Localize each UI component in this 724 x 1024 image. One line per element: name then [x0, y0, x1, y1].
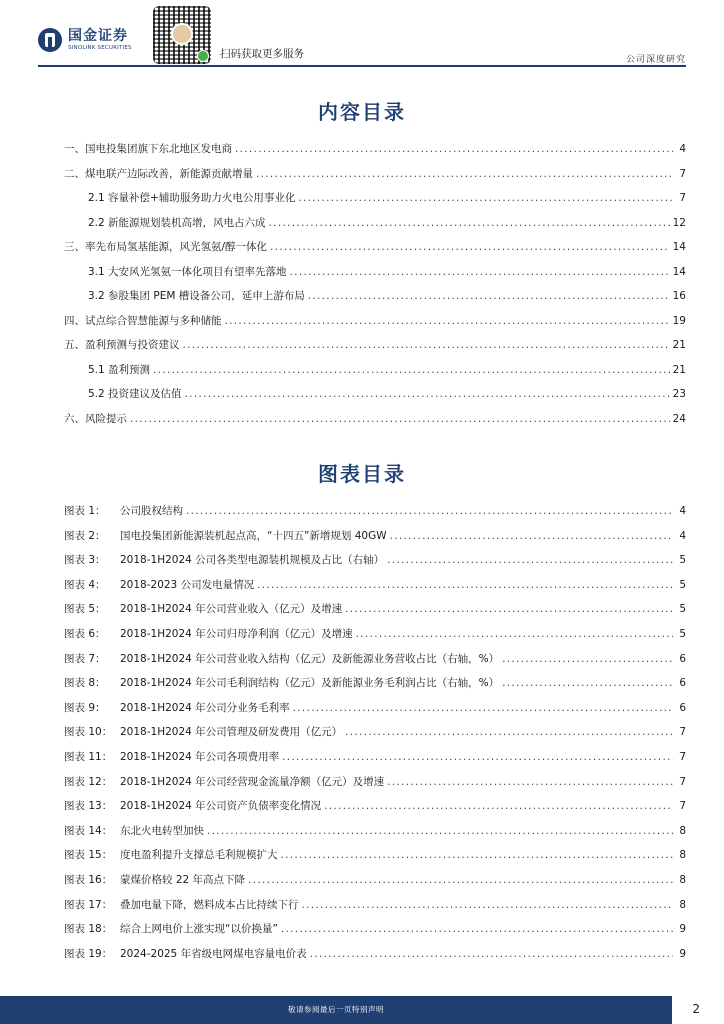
figure-entry-page[interactable]: 9: [679, 923, 686, 936]
dot-leader: [225, 315, 670, 327]
toc-entry-page[interactable]: 21: [672, 363, 686, 376]
dot-leader: [248, 874, 673, 886]
figure-entry[interactable]: [64, 897, 686, 922]
figure-entry[interactable]: [64, 872, 686, 897]
figure-entry-title[interactable]: [64, 552, 384, 567]
toc-entry[interactable]: [64, 166, 686, 191]
toc-entry-page[interactable]: 23: [672, 388, 686, 400]
figure-entry-text[interactable]: 2018-1H2024 年公司营业收入（亿元）及增速: [120, 603, 343, 616]
figure-entry-text[interactable]: 2018-1H2024 年公司归母净利润（亿元）及增速: [120, 627, 353, 640]
figure-entry[interactable]: [64, 847, 686, 872]
figure-entry-label: 图表 12：: [64, 775, 113, 788]
toc-entry-text[interactable]: 3.1 大安风光氢氨一体化项目有望率先落地: [88, 265, 287, 278]
figure-entry-label: 图表 4：: [64, 578, 106, 591]
sinolink-logo-icon: [38, 28, 62, 52]
figure-entry-title[interactable]: [64, 897, 299, 912]
figure-entry-label: 图表 6：: [64, 627, 106, 640]
figure-entry-label: 图表 2：: [64, 529, 106, 542]
figure-entry-label: 图表 18：: [64, 923, 113, 936]
figure-entry-title[interactable]: [64, 700, 290, 715]
dot-leader: [207, 825, 673, 837]
figure-entry[interactable]: [64, 700, 686, 725]
figure-entry-title[interactable]: [64, 577, 254, 592]
figure-entry-title[interactable]: [64, 847, 278, 862]
figure-entry-page[interactable]: 9: [679, 947, 686, 960]
toc-title: 内容目录: [318, 100, 406, 124]
figure-entry-label: 图表 16：: [64, 873, 113, 886]
toc-entry-page[interactable]: 14: [672, 241, 686, 253]
dot-leader: [185, 388, 670, 400]
figure-entry-text[interactable]: 东北火电转型加快: [120, 824, 204, 837]
figure-entry[interactable]: [64, 675, 686, 700]
dot-leader: [153, 364, 670, 376]
figure-entry[interactable]: [64, 724, 686, 749]
toc-entry-text[interactable]: 四、试点综合智慧能源与多种储能: [64, 314, 222, 327]
figure-entry[interactable]: [64, 577, 686, 602]
dot-leader: [281, 849, 674, 861]
toc-entry[interactable]: [64, 141, 686, 166]
toc-entry-page[interactable]: 14: [672, 265, 686, 278]
dot-leader: [298, 192, 673, 204]
toc-entry-text[interactable]: 六、风险提示: [64, 412, 127, 425]
figure-entry[interactable]: [64, 503, 686, 528]
toc-entry[interactable]: [64, 190, 686, 215]
figure-entry-text[interactable]: 2018-1H2024 年公司各项费用率: [120, 750, 280, 763]
figure-entry-title[interactable]: [64, 921, 278, 936]
figure-entry-label: 图表 7：: [64, 652, 106, 665]
figure-entry-text[interactable]: 2018-1H2024 公司各类型电源装机规模及占比（右轴）: [120, 554, 385, 567]
figure-entry-label: 图表 11：: [64, 750, 113, 763]
figure-entry[interactable]: [64, 774, 686, 799]
dot-leader: [282, 751, 673, 763]
qr-caption: 扫码获取更多服务: [220, 48, 304, 60]
figure-entry-title[interactable]: [64, 528, 387, 543]
dot-leader: [257, 579, 673, 591]
toc-entry-page[interactable]: 4: [679, 143, 686, 155]
wechat-badge-icon: [197, 50, 209, 62]
figure-entry-title[interactable]: [64, 601, 342, 616]
toc-entry[interactable]: [64, 362, 686, 387]
figure-entry-label: 图表 17：: [64, 898, 113, 911]
toc-entry-page[interactable]: 7: [679, 192, 686, 204]
brand-name-en: SINOLINK SECURITIES: [68, 45, 132, 51]
figure-entry-page[interactable]: 8: [679, 898, 686, 911]
dot-leader: [130, 413, 670, 425]
dot-leader: [270, 241, 670, 253]
dot-leader: [186, 505, 673, 517]
header-divider: [38, 65, 686, 67]
dot-leader: [290, 266, 670, 278]
toc-entry[interactable]: [64, 288, 686, 313]
figure-entry-page[interactable]: 8: [679, 849, 686, 862]
toc-entry[interactable]: [64, 264, 686, 289]
figure-entry-page[interactable]: 7: [679, 800, 686, 813]
toc-list: [64, 141, 686, 435]
figure-entry-text[interactable]: 2018-1H2024 年公司营业收入结构（亿元）及新能源业务营收占比（右轴，%）: [120, 652, 500, 665]
figure-entry[interactable]: [64, 946, 686, 971]
toc-entry[interactable]: [64, 215, 686, 240]
toc-entry-page[interactable]: 16: [672, 290, 686, 302]
toc-entry-text[interactable]: 5.1 盈利预测: [88, 363, 151, 376]
figure-entry-page[interactable]: 4: [679, 505, 686, 517]
figure-entry-text[interactable]: 蒙煤价格较 22 年高点下降: [120, 873, 246, 886]
figure-entry[interactable]: [64, 528, 686, 553]
figure-entry-page[interactable]: 4: [679, 529, 686, 542]
figure-entry-page[interactable]: 5: [679, 554, 686, 567]
dot-leader: [390, 530, 673, 542]
figure-entry-page[interactable]: 5: [679, 578, 686, 591]
brand-name-cn: 国金证券: [68, 28, 128, 44]
dot-leader: [387, 776, 673, 788]
toc-entry-text[interactable]: 一、国电投集团旗下东北地区发电商: [64, 143, 232, 155]
figure-entry-title[interactable]: [64, 651, 499, 666]
toc-entry-page[interactable]: 19: [672, 314, 686, 327]
figure-entry-title[interactable]: [64, 724, 342, 739]
figure-entry-text[interactable]: 综合上网电价上涨实现“以价换量”: [120, 923, 278, 936]
figure-entry[interactable]: [64, 749, 686, 774]
figure-entry-label: 图表 3：: [64, 554, 106, 567]
dot-leader: [310, 948, 673, 960]
dot-leader: [269, 217, 670, 229]
figure-entry-title[interactable]: [64, 823, 204, 838]
figure-list-title: 图表目录: [318, 462, 406, 486]
toc-entry-text[interactable]: 2.2 新能源规划装机高增，风电占六成: [88, 216, 266, 229]
figure-entry[interactable]: [64, 651, 686, 676]
figure-entry-title[interactable]: [64, 946, 307, 961]
figure-entry-page[interactable]: 6: [679, 652, 686, 665]
figure-entry-page[interactable]: 7: [679, 775, 686, 788]
figure-entry-page[interactable]: 5: [679, 627, 686, 640]
figure-entry-title[interactable]: [64, 626, 353, 641]
footer-disclaimer: 敬请参阅最后一页特别声明: [288, 1005, 384, 1014]
figure-entry-title[interactable]: [64, 872, 245, 887]
page-header: [0, 0, 724, 68]
figure-entry-text[interactable]: 2018-1H2024 年公司管理及研发费用（亿元）: [120, 726, 343, 739]
figure-entry[interactable]: [64, 601, 686, 626]
toc-entry-page[interactable]: 24: [672, 412, 686, 425]
figure-entry-title[interactable]: [64, 798, 321, 813]
toc-entry-text[interactable]: 二、煤电联产边际改善，新能源贡献增量: [64, 167, 253, 180]
figure-entry-title[interactable]: [64, 675, 499, 690]
figure-entry-page[interactable]: 7: [679, 726, 686, 739]
dot-leader: [324, 800, 673, 812]
dot-leader: [345, 603, 673, 615]
dot-leader: [256, 168, 673, 180]
dot-leader: [293, 702, 673, 714]
toc-entry[interactable]: [64, 411, 686, 436]
figure-entry-page[interactable]: 8: [679, 824, 686, 837]
figure-entry-text[interactable]: 2018-1H2024 年公司分业务毛利率: [120, 701, 290, 714]
dot-leader: [502, 653, 673, 665]
dot-leader: [235, 143, 673, 155]
dot-leader: [387, 554, 673, 566]
figure-entry-title[interactable]: [64, 503, 183, 518]
figure-entry-label: 图表 1：: [64, 505, 106, 517]
figure-entry-label: 图表 13：: [64, 800, 113, 813]
dot-leader: [345, 726, 673, 738]
toc-entry-text[interactable]: 三、率先布局氢基能源，风光氢氨/醇一体化: [64, 241, 268, 253]
dot-leader: [356, 628, 673, 640]
figure-entry[interactable]: [64, 921, 686, 946]
report-section-tag: 公司深度研究: [625, 55, 686, 65]
figure-entry-label: 图表 19：: [64, 947, 113, 960]
qr-center-avatar: [171, 23, 193, 45]
figure-entry-text[interactable]: 2024-2025 年省级电网煤电容量电价表: [120, 947, 307, 960]
dot-leader: [502, 677, 673, 689]
figure-entry-text[interactable]: 2018-1H2024 年公司资产负债率变化情况: [120, 800, 322, 813]
brand-logo: [38, 28, 132, 52]
figure-entry-text[interactable]: 国电投集团新能源装机起点高，“十四五”新增规划 40GW: [120, 529, 387, 542]
figure-entry-text[interactable]: 2018-2023 公司发电量情况: [120, 578, 255, 591]
figure-entry-text[interactable]: 度电盈利提升支撑总毛利规模扩大: [120, 849, 278, 862]
figure-entry-page[interactable]: 6: [679, 701, 686, 714]
dot-leader: [281, 923, 673, 935]
dot-leader: [183, 339, 670, 351]
figure-entry-label: 图表 8：: [64, 677, 106, 690]
figure-entry-text[interactable]: 2018-1H2024 年公司经营现金流量净额（亿元）及增速: [120, 775, 385, 788]
figure-entry[interactable]: [64, 626, 686, 651]
figure-entry-page[interactable]: 6: [679, 677, 686, 690]
figure-entry-label: 图表 5：: [64, 603, 106, 616]
dot-leader: [302, 899, 674, 911]
toc-entry-text[interactable]: 5.2 投资建议及估值: [88, 388, 182, 400]
figure-entry[interactable]: [64, 552, 686, 577]
figure-list: [64, 503, 686, 970]
figure-entry-label: 图表 9：: [64, 701, 106, 714]
dot-leader: [308, 290, 670, 302]
toc-entry-page[interactable]: 21: [672, 339, 686, 351]
figure-entry[interactable]: [64, 823, 686, 848]
toc-entry-page[interactable]: 7: [679, 167, 686, 180]
figure-entry-label: 图表 10：: [64, 726, 113, 739]
toc-entry-page[interactable]: 12: [672, 216, 686, 229]
toc-entry-text[interactable]: 2.1 容量补偿+辅助服务助力火电公用事业化: [88, 192, 296, 204]
qr-code-icon[interactable]: [153, 6, 211, 64]
figure-entry-page[interactable]: 5: [679, 603, 686, 616]
toc-entry-text[interactable]: 3.2 参股集团 PEM 槽设备公司，延申上游布局: [88, 290, 305, 302]
figure-entry-page[interactable]: 7: [679, 750, 686, 763]
toc-entry[interactable]: [64, 337, 686, 362]
figure-entry-label: 图表 14：: [64, 824, 113, 837]
figure-entry-label: 图表 15：: [64, 849, 113, 862]
page-number: 2: [692, 1002, 700, 1016]
figure-entry-text[interactable]: 叠加电量下降，燃料成本占比持续下行: [120, 898, 299, 911]
toc-entry-text[interactable]: 五、盈利预测与投资建议: [64, 339, 180, 351]
toc-entry[interactable]: [64, 386, 686, 411]
figure-entry-page[interactable]: 8: [679, 873, 686, 886]
toc-entry[interactable]: [64, 239, 686, 264]
figure-entry-title[interactable]: [64, 774, 384, 789]
figure-entry-title[interactable]: [64, 749, 279, 764]
toc-entry[interactable]: [64, 313, 686, 338]
figure-entry-text[interactable]: 2018-1H2024 年公司毛利润结构（亿元）及新能源业务毛利润占比（右轴，%）: [120, 677, 500, 690]
figure-entry-text[interactable]: 公司股权结构: [120, 505, 183, 517]
figure-entry[interactable]: [64, 798, 686, 823]
